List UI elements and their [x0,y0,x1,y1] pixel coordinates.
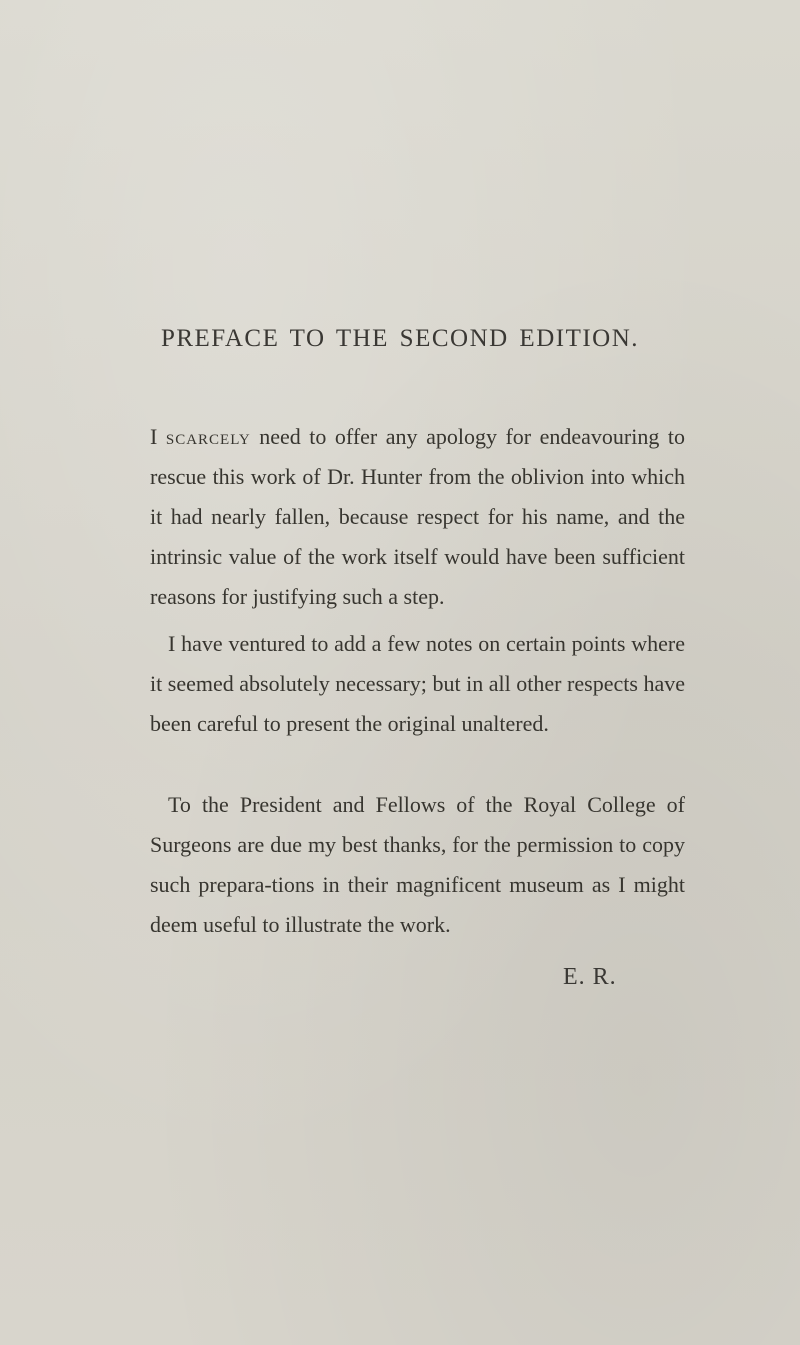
paragraph-thanks: To the President and Fellows of the Royal College of Surgeons are due my best thanks, for the permission to copy such prepara-tions in their magnificent museum as I might deem useful to illustrate the work. [150,792,685,937]
paragraph-notes: I have ventured to add a few notes on certain points where it seemed absolutely necessary; but in all other respects have been careful to present the original unaltered. [150,631,685,736]
signature-initials: E. R. [563,964,617,990]
paragraph-apology [150,417,685,617]
preface-heading: PREFACE TO THE SECOND EDITION. [160,325,640,352]
small-caps-word: scarcely [165,424,251,449]
paragraph-apology-text: need to offer any apology for endeavouring to rescue this work of Dr. Hunter from the oblivion into which it had nearly fallen, because respect for his name, and the intrinsic value of the work itself would have been sufficient reasons for justifying such a step. [150,424,685,609]
paragraph-initial-word: I [150,424,158,449]
